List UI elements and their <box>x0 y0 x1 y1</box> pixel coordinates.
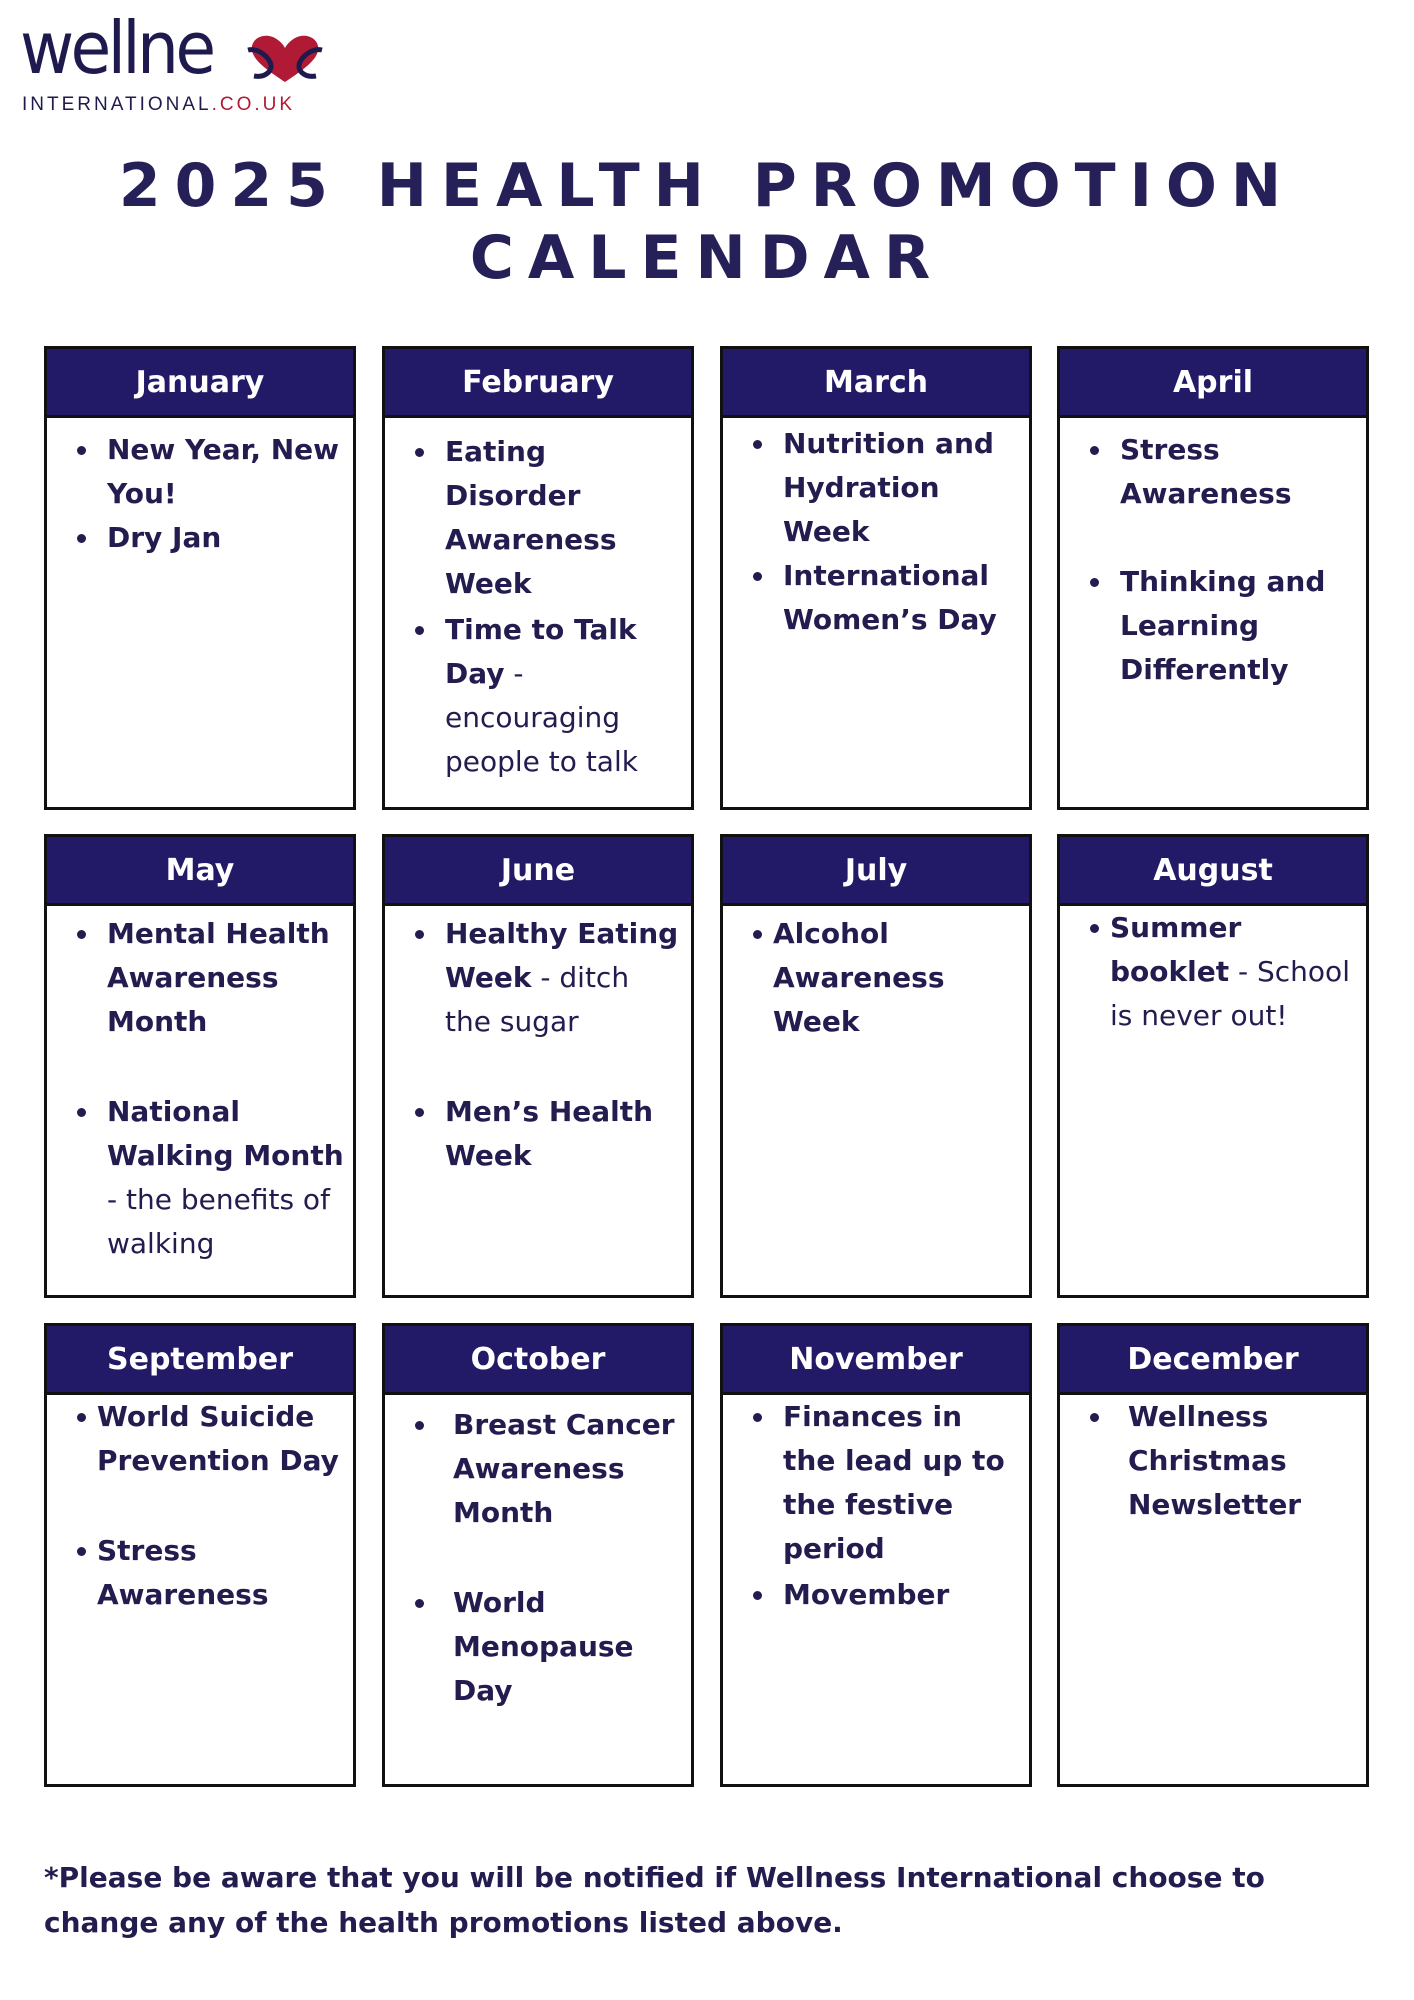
list-item: Summer booklet - School is never out! <box>1060 906 1366 1038</box>
list-item: New Year, New You! <box>47 428 353 516</box>
heart-logo-icon <box>246 32 324 88</box>
month-header: December <box>1060 1326 1366 1395</box>
month-card-december <box>1057 1323 1369 1787</box>
month-header: March <box>723 349 1029 418</box>
list-item: Alcohol Awareness Week <box>723 912 1029 1044</box>
month-card-february <box>382 346 694 810</box>
month-card-november <box>720 1323 1032 1787</box>
month-card-january <box>44 346 356 810</box>
month-header: July <box>723 837 1029 906</box>
company-logo <box>20 6 320 116</box>
month-card-september <box>44 1323 356 1787</box>
month-header: April <box>1060 349 1366 418</box>
month-header: February <box>385 349 691 418</box>
logo-subtitle: INTERNATIONAL.CO.UK <box>22 94 296 115</box>
month-card-march <box>720 346 1032 810</box>
list-item: World Suicide Prevention Day <box>47 1395 353 1483</box>
list-item: Stress Awareness <box>1060 428 1366 516</box>
month-card-august <box>1057 834 1369 1298</box>
month-card-may <box>44 834 356 1298</box>
month-card-october <box>382 1323 694 1787</box>
list-item: National Walking Month - the benefits of walking <box>47 1090 353 1266</box>
list-item: International Women’s Day <box>723 554 1029 642</box>
list-item: Movember <box>723 1573 1029 1617</box>
month-header: September <box>47 1326 353 1395</box>
list-item: Thinking and Learning Differently <box>1060 560 1366 692</box>
list-item: World Menopause Day <box>385 1581 691 1713</box>
month-header: November <box>723 1326 1029 1395</box>
month-header: October <box>385 1326 691 1395</box>
list-item: Nutrition and Hydration Week <box>723 422 1029 554</box>
logo-wordmark: wellne <box>20 6 213 90</box>
disclaimer-note: *Please be aware that you will be notified if Wellness International choose to change any of the health promotions listed above. <box>44 1861 1265 1939</box>
list-item: Dry Jan <box>47 516 353 560</box>
month-card-july <box>720 834 1032 1298</box>
list-item: Wellness Christmas Newsletter <box>1060 1395 1366 1527</box>
month-header: August <box>1060 837 1366 906</box>
list-item: Finances in the lead up to the festive period <box>723 1395 1029 1571</box>
month-card-april <box>1057 346 1369 810</box>
list-item: Men’s Health Week <box>385 1090 691 1178</box>
month-card-june <box>382 834 694 1298</box>
month-header: June <box>385 837 691 906</box>
month-header: January <box>47 349 353 418</box>
list-item: Healthy Eating Week - ditch the sugar <box>385 912 691 1044</box>
title-line-1: 2025 HEALTH PROMOTION <box>118 151 1296 221</box>
list-item: Stress Awareness <box>47 1529 353 1617</box>
page-title <box>0 150 1414 294</box>
title-line-2: CALENDAR <box>469 223 945 293</box>
list-item: Time to Talk Day - encouraging people to talk <box>385 608 691 784</box>
list-item: Mental Health Awareness Month <box>47 912 353 1044</box>
list-item: Breast Cancer Awareness Month <box>385 1403 691 1535</box>
list-item: Eating Disorder Awareness Week <box>385 430 691 606</box>
month-header: May <box>47 837 353 906</box>
